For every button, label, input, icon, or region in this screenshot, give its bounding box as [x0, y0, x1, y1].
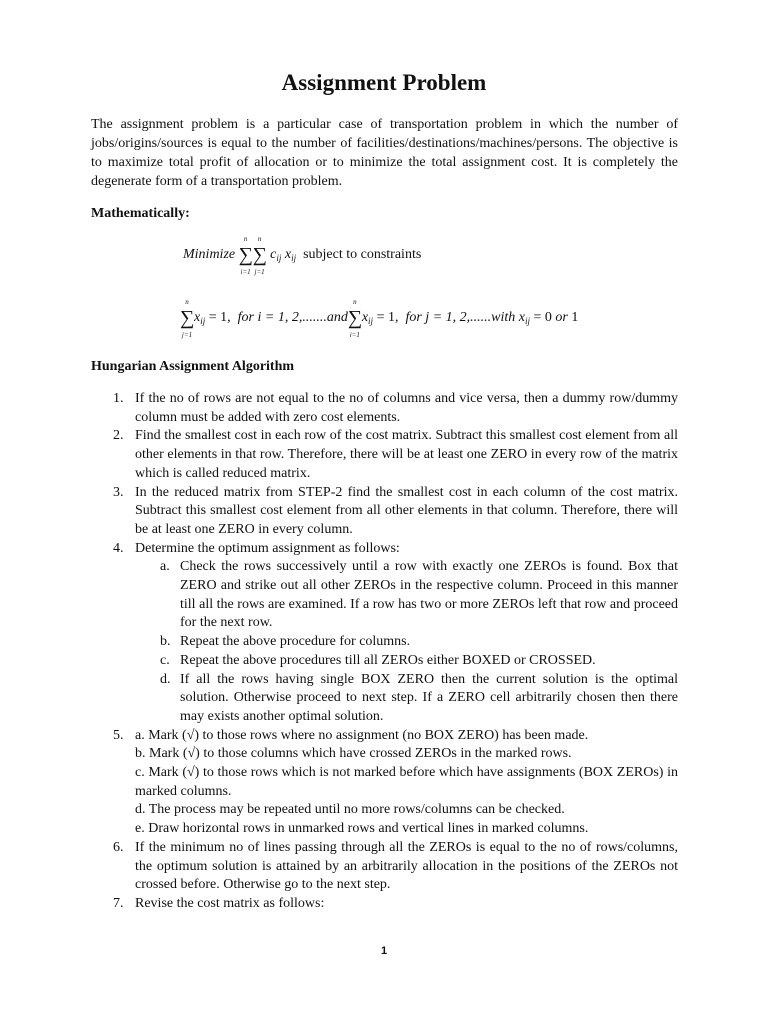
algorithm-heading: Hungarian Assignment Algorithm	[91, 359, 295, 374]
substep-item: b. Repeat the above procedure for columns.	[160, 634, 411, 650]
sum-symbol-j2: n ∑ j=1	[180, 298, 195, 339]
sum-symbol-j: n ∑ j=1	[252, 235, 267, 276]
minimize-word: Minimize	[183, 247, 236, 263]
mathematically-heading: Mathematically:	[91, 206, 190, 221]
sum-symbol-i2: n ∑ i=1	[347, 298, 363, 339]
step-item: 4. Determine the optimum assignment as follows: a. Check the rows successively until a row with exactly one ZEROs is found. Box that ZERO and strike out all other ZEROs in the respective column. Proceed in this manner till all the rows are examined. If a row has two or more ZEROs left that row and proceed for the next row. b. Repeat the above procedure for columns. c. Repeat the above procedures till all ZEROs either BOXED or CROSSED. d. If all the rows having single BOX ZERO then the current solution is the optimal solution. Otherwise proceed to next step. If a ZERO cell arbitrarily chosen then there may exists another optimal solution.	[91, 540, 678, 727]
objective-formula: Minimize n ∑ i=1 n ∑ j=1 $c_{ij}$ $x_{ij}$ subject to constraints	[183, 235, 422, 276]
step-item: 5. a. Mark (√) to those rows where no assignment (no BOX ZERO) has been made. b. Mark (√) to those columns which have crossed ZEROs in the marked rows. c. Mark (√) to those rows which is not marked before which have assignments (BOX ZEROs) in marked columns. d. The process may be repeated until no more rows/columns can be checked. e. Draw horizontal rows in unmarked rows and vertical lines in marked columns.	[113, 727, 678, 837]
subject-to-text: subject to constraints	[303, 247, 422, 263]
substeps-list	[135, 558, 678, 726]
page-number: 1	[380, 945, 388, 957]
sum-symbol-i: n ∑ i=1	[238, 235, 253, 276]
step-item: 6. If the minimum no of lines passing through all the ZEROs is equal to the no of rows/columns, the optimum solution is attained by an arbitrarily allocation in the positions of the ZEROs not crossed before. Otherwise go to the next step.	[113, 839, 678, 893]
substep-item: c. Repeat the above procedures till all ZEROs either BOXED or CROSSED.	[160, 652, 596, 668]
algorithm-steps	[91, 390, 678, 914]
page-title: Assignment Problem	[281, 70, 487, 95]
step-item: 3. In the reduced matrix from STEP-2 find the smallest cost in each column of the cost matrix. Subtract this smallest cost element from all other elements in that column. Therefore, there will be at least one ZERO in every column.	[113, 484, 678, 537]
constraint-formula: n ∑ j=1 $x_{ij} = 1$, for i = 1, 2,.......and n ∑ i=1 $x_{ij} = 1$, for j = 1, 2,......with $x_{ij} = 0$ or 1	[180, 298, 579, 339]
step-item: 2. Find the smallest cost in each row of the cost matrix. Subtract this smallest cost element from all other elements in that row. Therefore, there will be at least one ZERO in every row of the matrix which is called reduced matrix.	[113, 428, 678, 481]
step-item: 7. Revise the cost matrix as follows:	[113, 895, 325, 911]
substep-item: a. Check the rows successively until a row with exactly one ZEROs is found. Box that ZERO and strike out all other ZEROs in the respective column. Proceed in this manner till all the rows are examined. If a row has two or more ZEROs left that row and proceed for the next row.	[160, 559, 678, 631]
step-item: 1. If the no of rows are not equal to the no of columns and vice versa, then a dummy row/dummy column must be added with zero cost elements.	[113, 391, 678, 425]
intro-paragraph: The assignment problem is a particular case of transportation problem in which the number of jobs/origins/sources is equal to the number of facilities/destinations/machines/persons. The objective is to maximize total profit of allocation or to minimize the total assignment cost. It is completely the degenerate form of a transportation problem.	[91, 117, 678, 189]
substep-item: d. If all the rows having single BOX ZERO then the current solution is the optimal solution. Otherwise proceed to next step. If a ZERO cell arbitrarily chosen then there may exists another optimal solution.	[160, 671, 678, 724]
